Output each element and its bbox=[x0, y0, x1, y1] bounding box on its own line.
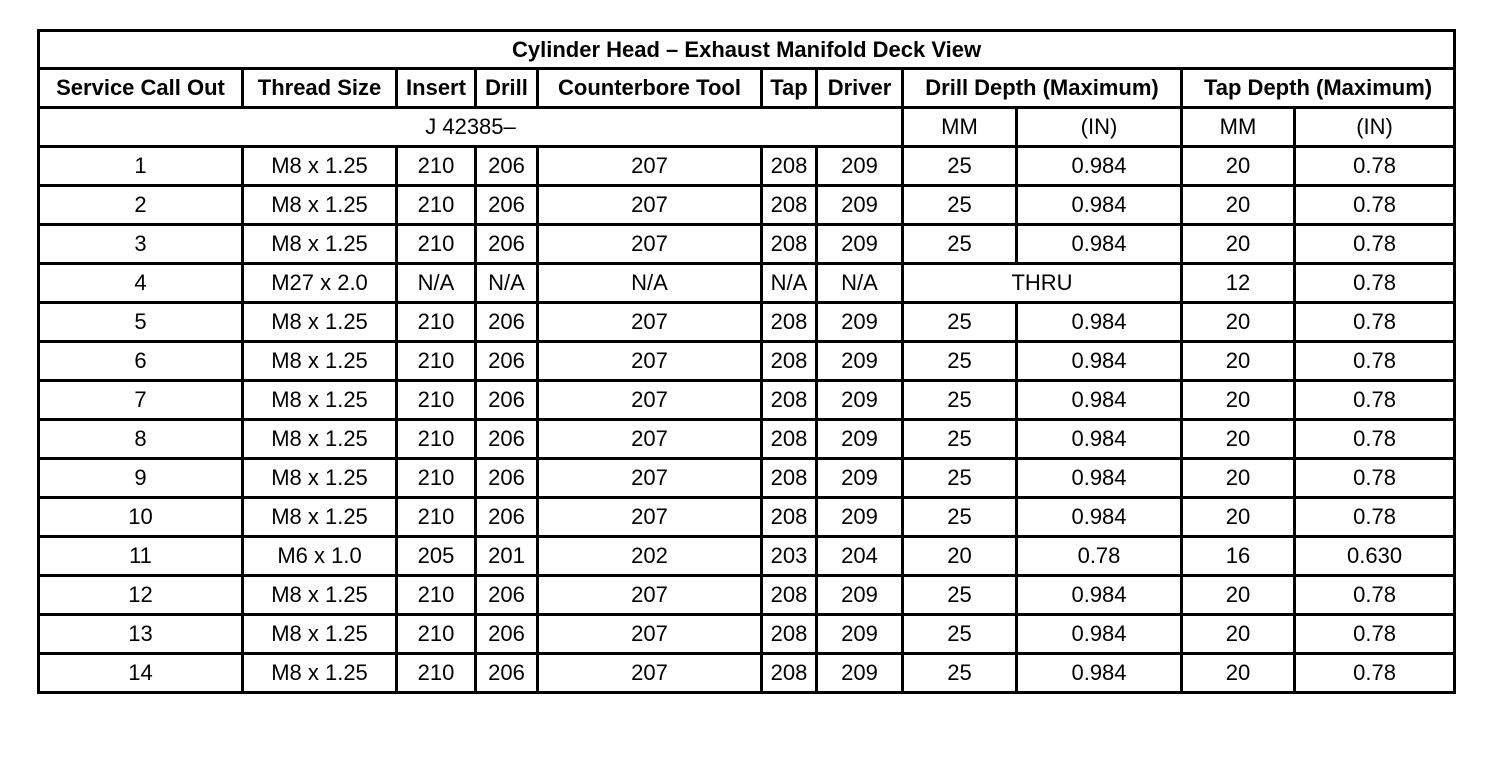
cell-driver: 209 bbox=[817, 342, 903, 381]
cell-service-call-out: 5 bbox=[39, 303, 243, 342]
cell-tap: 208 bbox=[762, 225, 817, 264]
cell-tap: 208 bbox=[762, 303, 817, 342]
cell-counterbore-tool: 207 bbox=[538, 576, 762, 615]
table-title: Cylinder Head – Exhaust Manifold Deck View bbox=[39, 31, 1455, 69]
cell-driver: 204 bbox=[817, 537, 903, 576]
cell-tap-depth-in: 0.78 bbox=[1295, 264, 1455, 303]
cell-driver: 209 bbox=[817, 147, 903, 186]
cell-driver: 209 bbox=[817, 186, 903, 225]
cell-drill: 206 bbox=[476, 498, 538, 537]
cell-drill-depth-mm: 25 bbox=[903, 381, 1017, 420]
cell-drill: 201 bbox=[476, 537, 538, 576]
cell-drill: 206 bbox=[476, 420, 538, 459]
cell-tap: 208 bbox=[762, 342, 817, 381]
cell-tap-depth-in: 0.78 bbox=[1295, 225, 1455, 264]
cell-drill-depth-in: 0.984 bbox=[1017, 498, 1182, 537]
cell-tap-depth-mm: 20 bbox=[1182, 420, 1295, 459]
cell-drill-depth-in: 0.984 bbox=[1017, 654, 1182, 693]
cell-driver: 209 bbox=[817, 459, 903, 498]
table-row bbox=[39, 147, 1455, 186]
cell-drill-depth-in: 0.984 bbox=[1017, 147, 1182, 186]
table-row bbox=[39, 381, 1455, 420]
cell-drill-depth-in: 0.984 bbox=[1017, 459, 1182, 498]
header-tap-depth: Tap Depth (Maximum) bbox=[1182, 69, 1455, 108]
cell-thread-size: M8 x 1.25 bbox=[243, 576, 397, 615]
cell-tap-depth-mm: 20 bbox=[1182, 303, 1295, 342]
cell-insert: 210 bbox=[397, 654, 476, 693]
cell-driver: 209 bbox=[817, 225, 903, 264]
cell-driver: 209 bbox=[817, 498, 903, 537]
cell-drill-depth-mm: 25 bbox=[903, 576, 1017, 615]
cell-counterbore-tool: 207 bbox=[538, 381, 762, 420]
cell-counterbore-tool: 207 bbox=[538, 459, 762, 498]
cell-insert: 210 bbox=[397, 186, 476, 225]
cell-drill-depth-in: 0.78 bbox=[1017, 537, 1182, 576]
cell-thread-size: M8 x 1.25 bbox=[243, 186, 397, 225]
cell-tap-depth-mm: 20 bbox=[1182, 342, 1295, 381]
cell-counterbore-tool: 207 bbox=[538, 303, 762, 342]
cell-driver: N/A bbox=[817, 264, 903, 303]
cell-tap-depth-mm: 20 bbox=[1182, 498, 1295, 537]
cell-drill-depth-mm: 25 bbox=[903, 420, 1017, 459]
cell-drill: 206 bbox=[476, 225, 538, 264]
title-row bbox=[39, 31, 1455, 69]
cell-thread-size: M8 x 1.25 bbox=[243, 303, 397, 342]
cell-counterbore-tool: N/A bbox=[538, 264, 762, 303]
cell-drill: 206 bbox=[476, 186, 538, 225]
cell-service-call-out: 8 bbox=[39, 420, 243, 459]
cell-thread-size: M8 x 1.25 bbox=[243, 654, 397, 693]
cell-drill-depth-mm: 25 bbox=[903, 498, 1017, 537]
cell-counterbore-tool: 207 bbox=[538, 225, 762, 264]
cell-thread-size: M27 x 2.0 bbox=[243, 264, 397, 303]
cell-tap-depth-mm: 16 bbox=[1182, 537, 1295, 576]
cell-tap-depth-in: 0.78 bbox=[1295, 420, 1455, 459]
cell-counterbore-tool: 207 bbox=[538, 186, 762, 225]
cell-tap-depth-mm: 20 bbox=[1182, 654, 1295, 693]
cell-insert: N/A bbox=[397, 264, 476, 303]
cell-counterbore-tool: 207 bbox=[538, 615, 762, 654]
cell-drill-depth-mm: 25 bbox=[903, 186, 1017, 225]
cell-driver: 209 bbox=[817, 381, 903, 420]
cell-tap-depth-in: 0.78 bbox=[1295, 186, 1455, 225]
cell-drill-depth-mm: 25 bbox=[903, 303, 1017, 342]
cell-counterbore-tool: 207 bbox=[538, 342, 762, 381]
cell-thread-size: M8 x 1.25 bbox=[243, 225, 397, 264]
header-counterbore-tool: Counterbore Tool bbox=[538, 69, 762, 108]
header-thread-size: Thread Size bbox=[243, 69, 397, 108]
cell-tap-depth-mm: 20 bbox=[1182, 381, 1295, 420]
cell-tap: 203 bbox=[762, 537, 817, 576]
header-driver: Driver bbox=[817, 69, 903, 108]
cell-drill-depth-in: 0.984 bbox=[1017, 615, 1182, 654]
spec-table bbox=[37, 29, 1456, 694]
cell-insert: 210 bbox=[397, 459, 476, 498]
cell-tap-depth-in: 0.78 bbox=[1295, 342, 1455, 381]
cell-drill: 206 bbox=[476, 654, 538, 693]
table-body bbox=[39, 147, 1455, 693]
cell-drill-depth-in: 0.984 bbox=[1017, 420, 1182, 459]
cell-insert: 210 bbox=[397, 303, 476, 342]
cell-insert: 210 bbox=[397, 225, 476, 264]
cell-driver: 209 bbox=[817, 654, 903, 693]
tool-prefix: J 42385– bbox=[39, 108, 903, 147]
cell-insert: 210 bbox=[397, 147, 476, 186]
cell-tap-depth-mm: 12 bbox=[1182, 264, 1295, 303]
cell-tap: 208 bbox=[762, 381, 817, 420]
cell-drill: 206 bbox=[476, 459, 538, 498]
table-row bbox=[39, 654, 1455, 693]
cell-drill-depth-in: 0.984 bbox=[1017, 381, 1182, 420]
cell-drill-depth-in: 0.984 bbox=[1017, 225, 1182, 264]
cell-drill-depth-in: 0.984 bbox=[1017, 576, 1182, 615]
header-row bbox=[39, 69, 1455, 108]
cell-insert: 210 bbox=[397, 381, 476, 420]
cell-service-call-out: 7 bbox=[39, 381, 243, 420]
cell-tap-depth-in: 0.78 bbox=[1295, 654, 1455, 693]
drill-depth-in-unit: (IN) bbox=[1017, 108, 1182, 147]
cell-service-call-out: 14 bbox=[39, 654, 243, 693]
cell-thread-size: M8 x 1.25 bbox=[243, 615, 397, 654]
table-row bbox=[39, 264, 1455, 303]
cell-insert: 205 bbox=[397, 537, 476, 576]
cell-tap-depth-in: 0.78 bbox=[1295, 498, 1455, 537]
cell-service-call-out: 11 bbox=[39, 537, 243, 576]
cell-service-call-out: 1 bbox=[39, 147, 243, 186]
tap-depth-mm-unit: MM bbox=[1182, 108, 1295, 147]
cell-drill-depth-mm: 25 bbox=[903, 615, 1017, 654]
cell-drill-depth-mm: 25 bbox=[903, 654, 1017, 693]
cell-thread-size: M8 x 1.25 bbox=[243, 342, 397, 381]
cell-tap: 208 bbox=[762, 576, 817, 615]
cell-thread-size: M8 x 1.25 bbox=[243, 381, 397, 420]
cell-service-call-out: 9 bbox=[39, 459, 243, 498]
cell-counterbore-tool: 207 bbox=[538, 420, 762, 459]
cell-insert: 210 bbox=[397, 615, 476, 654]
cell-tap-depth-in: 0.78 bbox=[1295, 381, 1455, 420]
cell-thread-size: M8 x 1.25 bbox=[243, 420, 397, 459]
cell-drill: N/A bbox=[476, 264, 538, 303]
cell-tap-depth-in: 0.78 bbox=[1295, 576, 1455, 615]
cell-driver: 209 bbox=[817, 303, 903, 342]
cell-thread-size: M8 x 1.25 bbox=[243, 498, 397, 537]
table-row bbox=[39, 186, 1455, 225]
table-row bbox=[39, 342, 1455, 381]
table-row bbox=[39, 615, 1455, 654]
cell-tap: 208 bbox=[762, 459, 817, 498]
cell-tap: 208 bbox=[762, 147, 817, 186]
drill-depth-mm-unit: MM bbox=[903, 108, 1017, 147]
cell-drill: 206 bbox=[476, 342, 538, 381]
cell-service-call-out: 6 bbox=[39, 342, 243, 381]
table-row bbox=[39, 459, 1455, 498]
cell-drill-depth-in: 0.984 bbox=[1017, 186, 1182, 225]
cell-service-call-out: 12 bbox=[39, 576, 243, 615]
cell-thread-size: M6 x 1.0 bbox=[243, 537, 397, 576]
cell-driver: 209 bbox=[817, 615, 903, 654]
cell-drill-depth-mm: 20 bbox=[903, 537, 1017, 576]
cell-tap-depth-mm: 20 bbox=[1182, 186, 1295, 225]
cell-tap: N/A bbox=[762, 264, 817, 303]
header-service-call-out: Service Call Out bbox=[39, 69, 243, 108]
header-drill-depth: Drill Depth (Maximum) bbox=[903, 69, 1182, 108]
cell-tap-depth-in: 0.78 bbox=[1295, 459, 1455, 498]
cell-drill-depth-mm: 25 bbox=[903, 342, 1017, 381]
cell-tap-depth-in: 0.78 bbox=[1295, 147, 1455, 186]
cell-tap: 208 bbox=[762, 498, 817, 537]
cell-driver: 209 bbox=[817, 420, 903, 459]
cell-service-call-out: 3 bbox=[39, 225, 243, 264]
subheader-row bbox=[39, 108, 1455, 147]
cell-drill: 206 bbox=[476, 303, 538, 342]
cell-thread-size: M8 x 1.25 bbox=[243, 459, 397, 498]
header-drill: Drill bbox=[476, 69, 538, 108]
cell-thread-size: M8 x 1.25 bbox=[243, 147, 397, 186]
cell-drill-depth-in: 0.984 bbox=[1017, 303, 1182, 342]
cell-tap-depth-in: 0.78 bbox=[1295, 303, 1455, 342]
cell-tap: 208 bbox=[762, 615, 817, 654]
cell-counterbore-tool: 207 bbox=[538, 147, 762, 186]
table-row bbox=[39, 576, 1455, 615]
cell-drill-depth-mm: 25 bbox=[903, 147, 1017, 186]
cell-drill-depth-in: 0.984 bbox=[1017, 342, 1182, 381]
cell-tap-depth-mm: 20 bbox=[1182, 147, 1295, 186]
cell-insert: 210 bbox=[397, 576, 476, 615]
cell-insert: 210 bbox=[397, 342, 476, 381]
cell-service-call-out: 2 bbox=[39, 186, 243, 225]
cell-tap-depth-mm: 20 bbox=[1182, 576, 1295, 615]
table-row bbox=[39, 303, 1455, 342]
cell-drill-depth-mm: 25 bbox=[903, 459, 1017, 498]
cell-tap: 208 bbox=[762, 654, 817, 693]
cell-counterbore-tool: 207 bbox=[538, 654, 762, 693]
cell-insert: 210 bbox=[397, 420, 476, 459]
header-insert: Insert bbox=[397, 69, 476, 108]
cell-drill-depth: THRU bbox=[903, 264, 1182, 303]
tap-depth-in-unit: (IN) bbox=[1295, 108, 1455, 147]
cell-counterbore-tool: 207 bbox=[538, 498, 762, 537]
cell-driver: 209 bbox=[817, 576, 903, 615]
cell-service-call-out: 13 bbox=[39, 615, 243, 654]
table-row bbox=[39, 225, 1455, 264]
table-row bbox=[39, 537, 1455, 576]
cell-tap: 208 bbox=[762, 420, 817, 459]
cell-drill: 206 bbox=[476, 381, 538, 420]
header-tap: Tap bbox=[762, 69, 817, 108]
cell-drill: 206 bbox=[476, 576, 538, 615]
cell-tap-depth-mm: 20 bbox=[1182, 225, 1295, 264]
cell-tap-depth-in: 0.78 bbox=[1295, 615, 1455, 654]
cell-service-call-out: 10 bbox=[39, 498, 243, 537]
cell-counterbore-tool: 202 bbox=[538, 537, 762, 576]
cell-drill: 206 bbox=[476, 615, 538, 654]
cell-tap-depth-in: 0.630 bbox=[1295, 537, 1455, 576]
table-row bbox=[39, 498, 1455, 537]
cell-tap: 208 bbox=[762, 186, 817, 225]
cell-insert: 210 bbox=[397, 498, 476, 537]
cell-tap-depth-mm: 20 bbox=[1182, 615, 1295, 654]
table-row bbox=[39, 420, 1455, 459]
cell-drill: 206 bbox=[476, 147, 538, 186]
cell-service-call-out: 4 bbox=[39, 264, 243, 303]
cell-tap-depth-mm: 20 bbox=[1182, 459, 1295, 498]
cell-drill-depth-mm: 25 bbox=[903, 225, 1017, 264]
